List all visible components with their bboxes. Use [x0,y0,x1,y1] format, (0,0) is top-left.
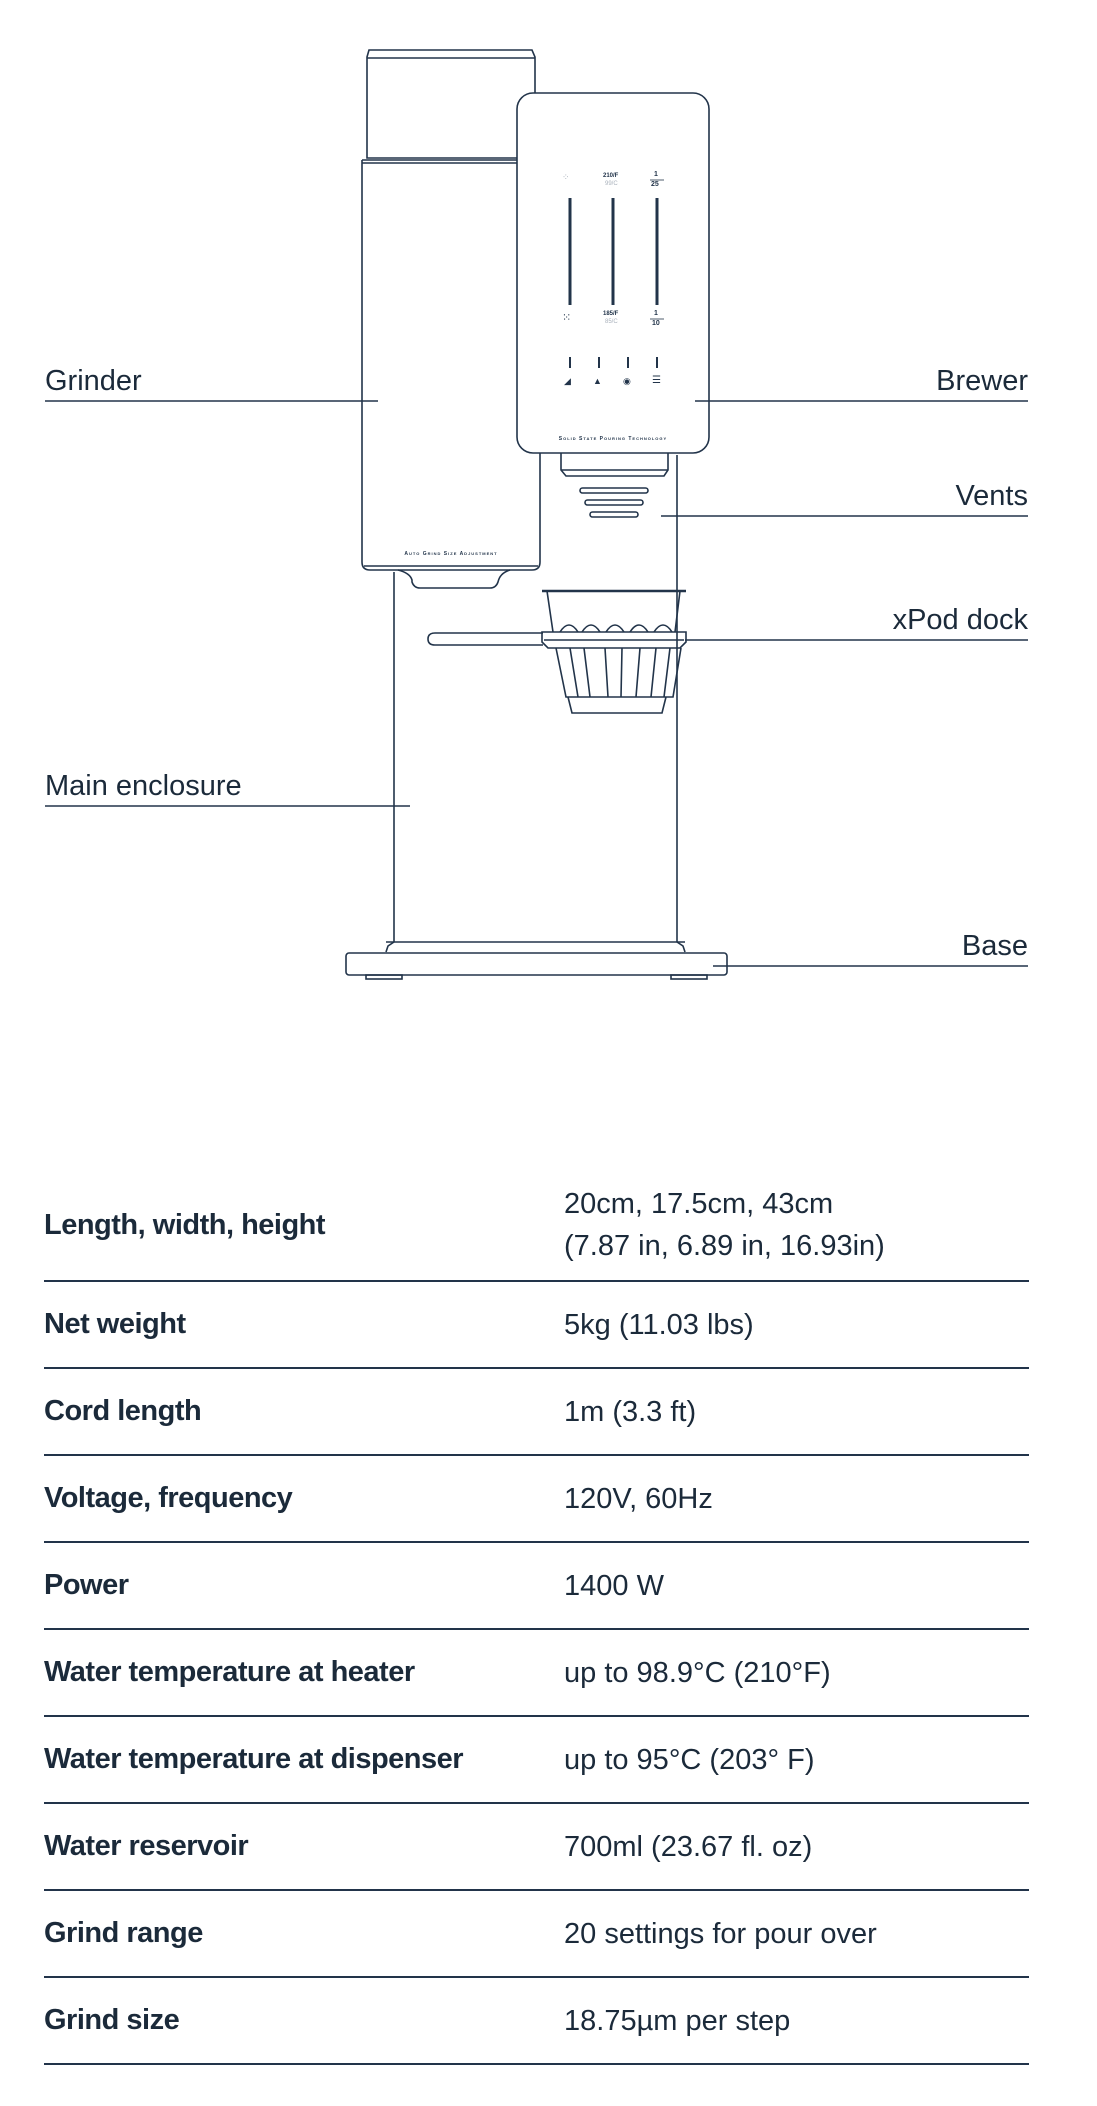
spec-value [564,1183,1029,1267]
callout-xpod-dock: xPod dock [892,604,1028,636]
spec-value-line1: 20cm, 17.5cm, 43cm [564,1188,834,1220]
spec-value: 20 settings for pour over [564,1917,877,1950]
spec-value: 5kg (11.03 lbs) [564,1308,754,1341]
specifications-table [44,1170,1029,2065]
menu-icon: ☰ [652,375,661,386]
ramp-icon: ◢ [564,376,571,386]
spec-row [44,1170,1029,1282]
grinder-engraving: Auto Grind Size Adjustment [404,551,498,557]
spec-row [44,1717,1029,1804]
spec-row [44,1978,1029,2065]
target-icon: ◉ [623,376,631,386]
max-temp-c: 99/C [605,181,618,187]
coffee-machine-line-drawing [0,0,1097,1000]
max-temp-f: 210/F [603,173,619,179]
spec-row [44,1891,1029,1978]
callout-base: Base [961,930,1028,962]
spec-name: Water temperature at dispenser [44,1743,464,1775]
spec-row [44,1456,1029,1543]
callout-vents: Vents [955,480,1028,512]
coarse-grind-icon: ⁙ [562,312,572,324]
spec-name: Power [44,1569,129,1601]
grinder-hopper [367,50,535,158]
spec-value: 700ml (23.67 fl. oz) [564,1830,813,1863]
cone-icon: ▲ [593,376,602,386]
spec-name: Length, width, height [44,1208,326,1241]
fine-grind-icon: ⁘ [562,172,571,182]
spec-name: Net weight [44,1308,186,1340]
spec-row [44,1543,1029,1630]
ratio-top-den: 25 [651,181,659,188]
spec-value: 120V, 60Hz [564,1482,713,1515]
spec-value-line2: (7.87 in, 6.89 in, 16.93in) [564,1230,885,1262]
spec-name: Water temperature at heater [44,1656,415,1688]
spec-name: Voltage, frequency [44,1482,293,1514]
spec-row [44,1804,1029,1891]
min-temp-f: 185/F [603,311,619,317]
spec-row [44,1369,1029,1456]
ratio-top-num: 1 [654,171,658,178]
spec-name: Grind size [44,2004,180,2036]
spec-name: Cord length [44,1395,202,1427]
callout-brewer: Brewer [936,365,1028,397]
spec-value: 1400 W [564,1569,664,1602]
spec-name: Water reservoir [44,1830,249,1862]
spec-value: up to 98.9°C (210°F) [564,1656,831,1689]
product-diagram [0,0,1097,1000]
spec-value: 18.75µm per step [564,2004,791,2037]
spec-name: Grind range [44,1917,203,1949]
min-temp-c: 85/C [605,319,618,325]
ratio-bottom-num: 1 [654,310,658,317]
spec-value: 1m (3.3 ft) [564,1395,697,1428]
brewer-engraving: Solid State Pouring Technology [558,436,668,442]
spec-row [44,1630,1029,1717]
callout-main-enclosure: Main enclosure [45,770,242,802]
spec-row [44,1282,1029,1369]
callout-grinder: Grinder [45,365,142,397]
ratio-bottom-den: 10 [652,320,660,327]
spec-value: up to 95°C (203° F) [564,1743,815,1776]
